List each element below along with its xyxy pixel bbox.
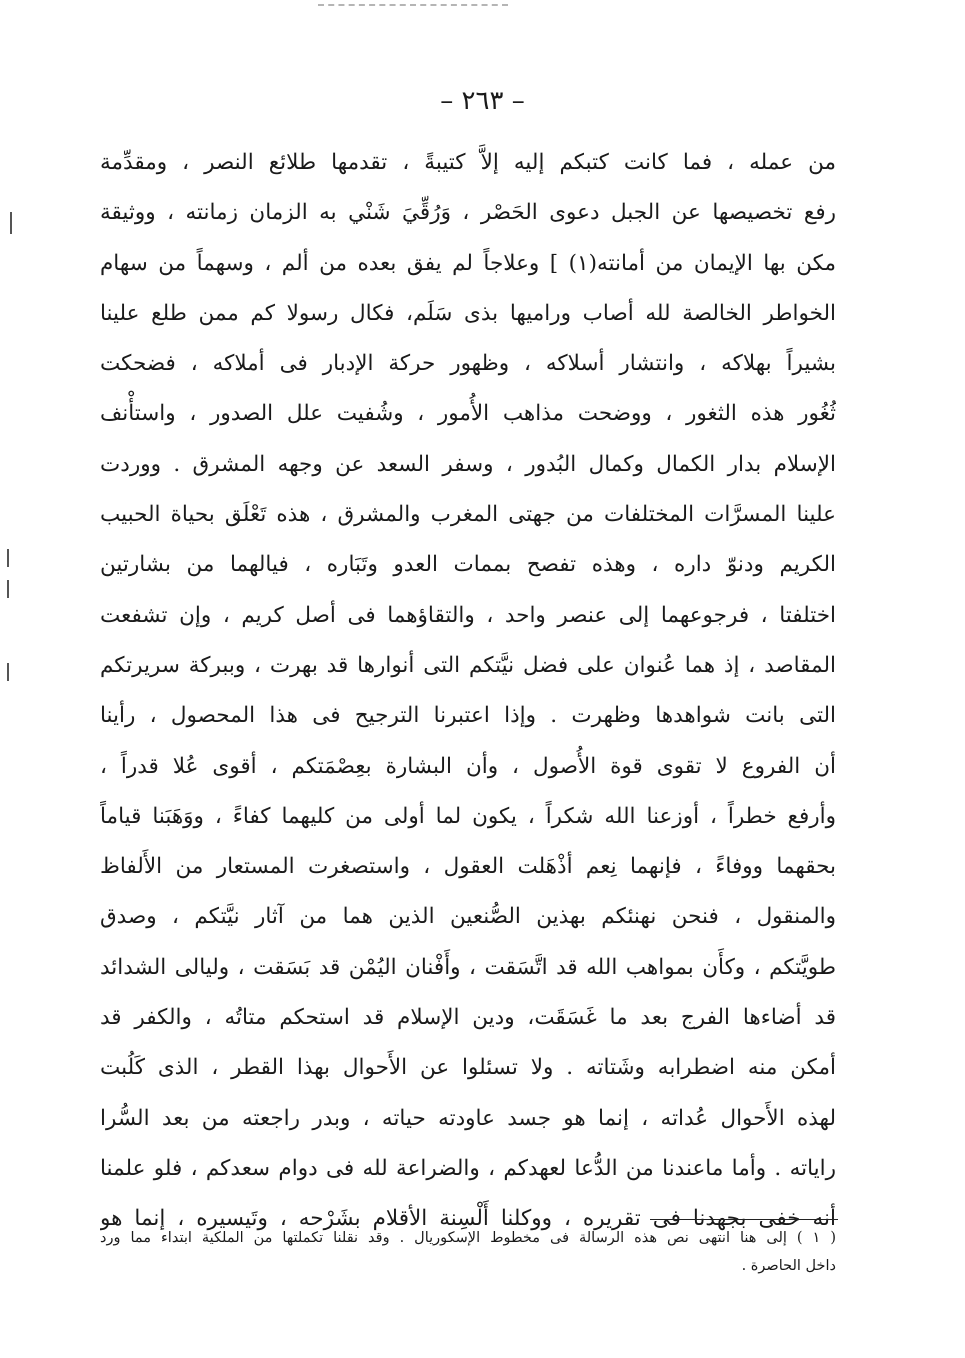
text-line: طويَّتكم ، وكأَن بمواهب الله قد اتَّسَقت ، وأَفْنان اليُمْن قد بَسَقت ، وليالى الشدائد [100, 954, 836, 980]
text-line: من عمله ، فما كانت كتبكم إليه إلاَّ كتيبةً ، تقدمها طلائع النصر ، ومقدِّمة [100, 150, 836, 175]
body-text [100, 138, 836, 1245]
text-line: مكن بها الإيمان من أمانته(١) ] وعلاجاً لم يفق بعده من ألم ، وسهماً من سهام [100, 250, 836, 276]
margin-scan-mark [7, 663, 9, 681]
text-line: لهذه الأَحوال عُداته ، إنما هو جسد عاودته حياته ، وبدر راجعته من بعد السُّرا [100, 1105, 836, 1131]
text-line: أمكن منه اضطرابه وشَتاته . ولا تسئلوا عن الأَحوال بهذا القطر ، الذى كَلُبت [100, 1055, 836, 1081]
footnote-separator [650, 1219, 838, 1220]
text-line: بحقهما ووفاءً ، فإنهما نِعم أذْهَلت العقول ، واستصغرت المستعار من الأَلفاظ [100, 854, 836, 880]
text-line: راياته . وأما ماعندنا من الدُّعا لعهدكم ، والضراعة لله فى دوام سعدكم ، فلو علمنا [100, 1155, 836, 1181]
text-line: رفع تخصيصها عن الجبل دعوى الحَصْر ، وَرُقِّيَ شَنْي به الزمان زمانته ، ووثيقة [100, 200, 836, 226]
text-line: التى بانت شواهدها وظهرت . وإذا اعتبرنا الترجيح فى هذا المحصول ، رأينا [100, 703, 836, 729]
footnote [100, 1224, 836, 1280]
text-line: أن الفروع لا تقوى قوة الأُصول ، وأن البشارة بعِصْمَتكم ، أقوى عُلا قدراً ، [100, 753, 836, 779]
footnote-line: ( ١ ) إلى هنا انتهى نص هذه الرسالة فى مخطوط الإسكوريال . وقد نقلنا تكملتها من الملكية ابتداء مما ورد [100, 1230, 836, 1246]
text-line: أنه خفى بجهدنا فى تقريره ، ووكلنا أَلْسِنة الأقلام بشَرْحه ، وتَيسيره ، إنما هو [100, 1206, 836, 1232]
margin-scan-mark [7, 580, 9, 598]
margin-scan-mark [7, 549, 9, 567]
text-line: علينا المسرَّات المختلفات من جهتى المغرب والمشرق ، هذه تَعْلَق بحياة الحبيب [100, 502, 836, 528]
text-line: بشيراً بهلاكه ، وانتشار أسلاكه ، وظهور حركة الإدبار فى أملاكه ، فضحكت [100, 351, 836, 377]
text-line: المقاصد ، إذ هما عُنوان على فضل نيَّتكم التى أنوارها قد بهرت ، وببركة سريرتكم [100, 652, 836, 678]
footnote-line: داخل الحاصرة . [741, 1258, 836, 1274]
text-line: والمنقول ، فنحن نهنئكم بهذين الصُّنعين الذين هما من آثار نيَّتكم ، وصدق [100, 904, 836, 930]
text-line: الكريم ودنوّ داره ، وهذه تفصح بممات العدو وتَبَاره ، فيالهما من بشارتين [100, 552, 836, 578]
page-number: – ٢٦٣ – [440, 86, 525, 116]
text-line: الإسلام بدار الكمال وكمال البُدور ، وسفر السعد عن وجهه المشرق . ووردت [100, 451, 836, 477]
scan-edge-mark [318, 4, 508, 8]
text-line: ثُغُور هذه الثغور ، ووضحت مذاهب الأُمور ، وشُفيت علل الصدور ، واستأْنف [100, 401, 836, 427]
text-line: وأرفع خطراً ، أوزعنا الله شكراً ، يكون لما أولى من كليهما كفاءً ، ووَهَبَنا قياماً [100, 803, 836, 829]
text-line: اختلفتا ، فرجوعهما إلى عنصر واحد ، والتقاؤهما فى أصل كريم ، وإن تشفعت [100, 602, 836, 628]
text-line: قد أضاءها الفرج بعد ما غَسَقَت، ودين الإسلام قد استحكم متاتُه ، والكفر قد [100, 1005, 836, 1031]
margin-scan-mark [10, 212, 12, 234]
text-line: الخواطر الخالصة لله أصاب وراميها بذى سَلَم، فكال رسولا كم ممن طلع علينا [100, 300, 836, 326]
